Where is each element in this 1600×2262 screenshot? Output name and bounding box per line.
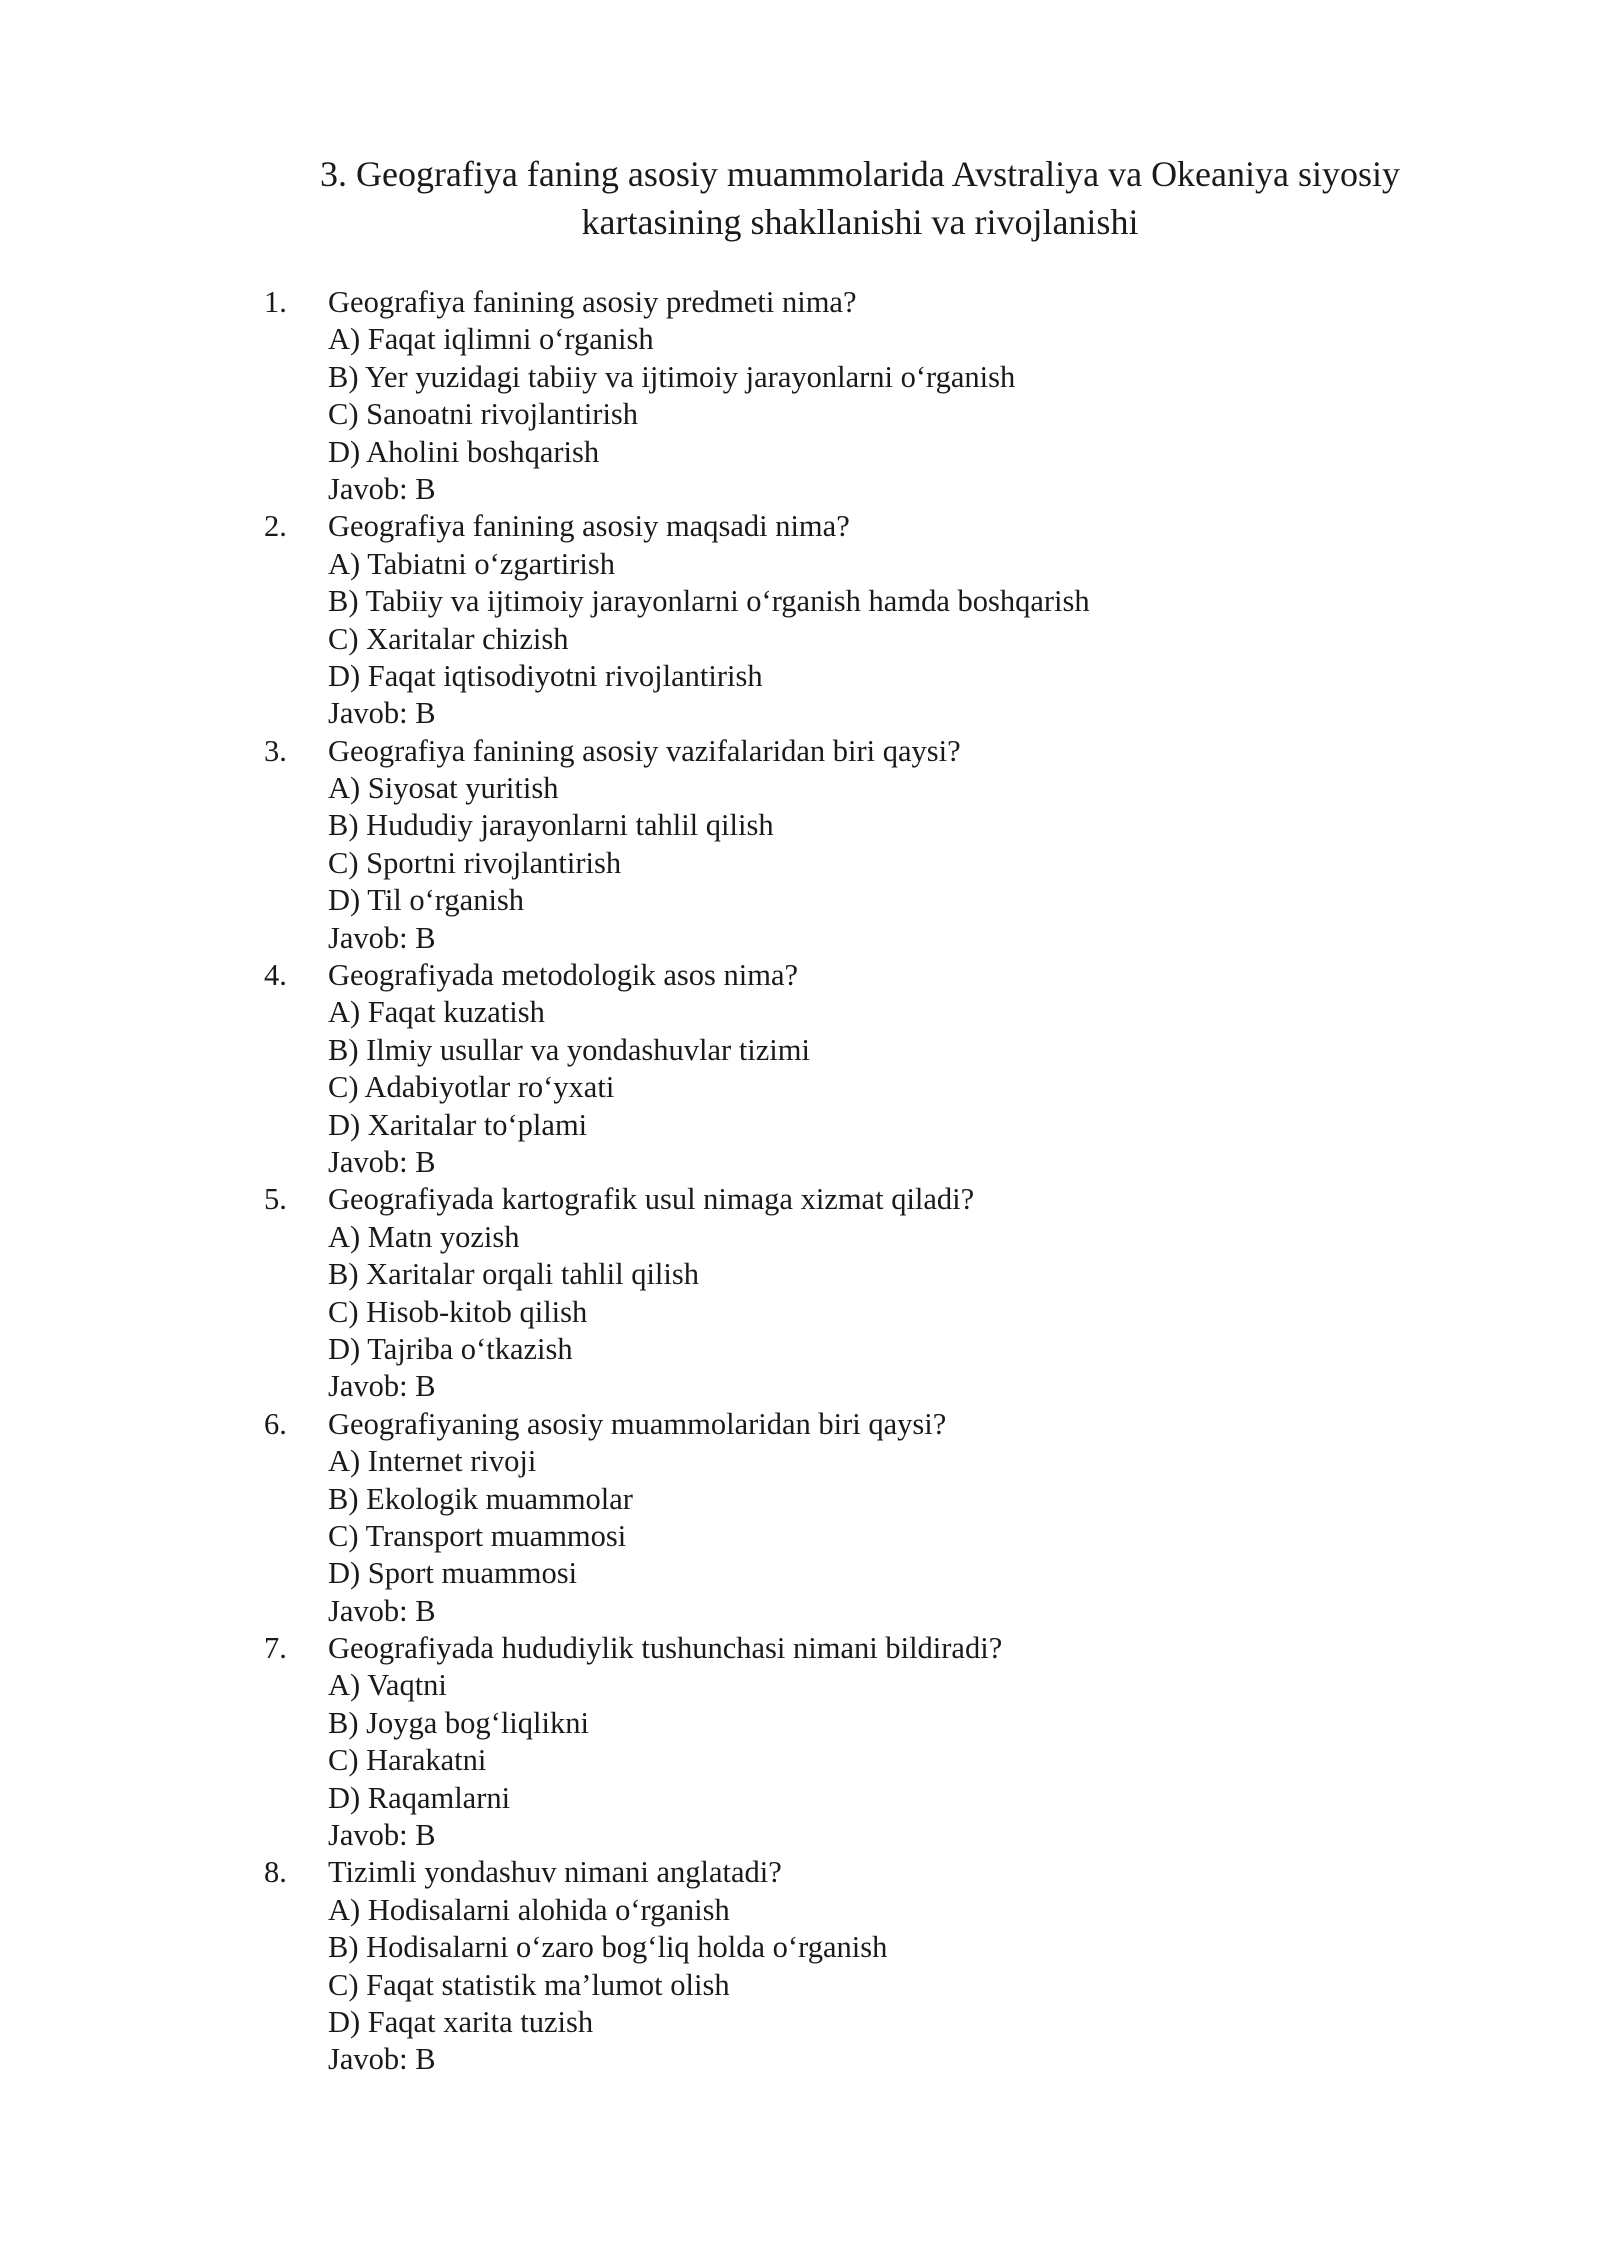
answer-line: Javob: B [328, 2042, 436, 2077]
option-b: B) Xaritalar orqali tahlil qilish [328, 1257, 699, 1292]
question-text: Tizimli yondashuv nimani anglatadi? [328, 1855, 782, 1890]
option-c: C) Harakatni [328, 1743, 487, 1778]
option-d: D) Tajriba o‘tkazish [328, 1331, 573, 1366]
option-b: B) Hodisalarni o‘zaro bog‘liq holda o‘rganish [328, 1930, 888, 1965]
option-b: B) Ilmiy usullar va yondashuvlar tizimi [328, 1032, 810, 1067]
option-c: C) Adabiyotlar ro‘yxati [328, 1070, 615, 1105]
answer-line: Javob: B [328, 471, 436, 506]
question-number: 3. [264, 733, 287, 768]
option-a: A) Siyosat yuritish [328, 771, 559, 806]
option-c: C) Xaritalar chizish [328, 621, 569, 656]
question-item [0, 1181, 1600, 1405]
question-text: Geografiya fanining asosiy predmeti nima? [328, 285, 857, 319]
option-d: D) Aholini boshqarish [328, 434, 600, 469]
answer-line: Javob: B [328, 696, 436, 731]
option-a: A) Hodisalarni alohida o‘rganish [328, 1892, 730, 1927]
option-c: C) Faqat statistik ma’lumot olish [328, 1967, 730, 2002]
question-text: Geografiyada kartografik usul nimaga xizmat qiladi? [328, 1182, 975, 1217]
option-a: A) Matn yozish [328, 1219, 520, 1254]
question-item [0, 1854, 1600, 2078]
answer-line: Javob: B [328, 1144, 436, 1179]
question-number: 2. [264, 509, 287, 544]
option-d: D) Raqamlarni [328, 1780, 511, 1815]
question-text: Geografiya fanining asosiy maqsadi nima? [328, 509, 850, 544]
option-a: A) Tabiatni o‘zgartirish [328, 546, 615, 581]
question-number: 1. [264, 285, 287, 319]
option-a: A) Vaqtni [328, 1668, 447, 1703]
option-c: C) Hisob-kitob qilish [328, 1294, 588, 1329]
option-a: A) Faqat iqlimni o‘rganish [328, 322, 654, 357]
option-b: B) Ekologik muammolar [328, 1481, 633, 1516]
answer-line: Javob: B [328, 1818, 436, 1853]
option-d: D) Xaritalar to‘plami [328, 1107, 588, 1142]
question-item [0, 733, 1600, 957]
question-item [0, 284, 1600, 508]
option-c: C) Sportni rivojlantirish [328, 845, 622, 880]
document-title: 3. Geografiya faning asosiy muammolarida Avstraliya va Okeaniya siyosiy kartasining shakllanishi va rivojlanishi [319, 154, 1401, 242]
option-d: D) Faqat iqtisodiyotni rivojlantirish [328, 658, 763, 693]
answer-line: Javob: B [328, 920, 436, 955]
option-b: B) Hududiy jarayonlarni tahlil qilish [328, 808, 774, 843]
option-a: A) Internet rivoji [328, 1444, 537, 1479]
question-number: 6. [264, 1406, 287, 1441]
question-number: 5. [264, 1182, 287, 1217]
option-d: D) Faqat xarita tuzish [328, 2004, 594, 2039]
question-number: 7. [264, 1631, 287, 1666]
option-c: C) Sanoatni rivojlantirish [328, 397, 639, 432]
question-item [0, 508, 1600, 732]
question-number: 4. [264, 958, 287, 993]
question-item [0, 1630, 1600, 1854]
option-b: B) Joyga bog‘liqlikni [328, 1705, 589, 1740]
option-d: D) Til o‘rganish [328, 883, 525, 918]
answer-line: Javob: B [328, 1369, 436, 1404]
question-list [0, 284, 1600, 2079]
question-item [0, 1406, 1600, 1630]
question-text: Geografiyaning asosiy muammolaridan biri qaysi? [328, 1406, 947, 1441]
question-number: 8. [264, 1855, 287, 1890]
option-b: B) Tabiiy va ijtimoiy jarayonlarni o‘rganish hamda boshqarish [328, 584, 1090, 619]
question-item [0, 957, 1600, 1181]
option-d: D) Sport muammosi [328, 1556, 578, 1591]
option-a: A) Faqat kuzatish [328, 995, 545, 1030]
question-text: Geografiyada hududiylik tushunchasi nimani bildiradi? [328, 1631, 1003, 1666]
question-text: Geografiya fanining asosiy vazifalaridan biri qaysi? [328, 733, 961, 768]
question-text: Geografiyada metodologik asos nima? [328, 958, 799, 993]
answer-line: Javob: B [328, 1593, 436, 1628]
option-c: C) Transport muammosi [328, 1518, 627, 1553]
option-b: B) Yer yuzidagi tabiiy va ijtimoiy jarayonlarni o‘rganish [328, 359, 1016, 394]
